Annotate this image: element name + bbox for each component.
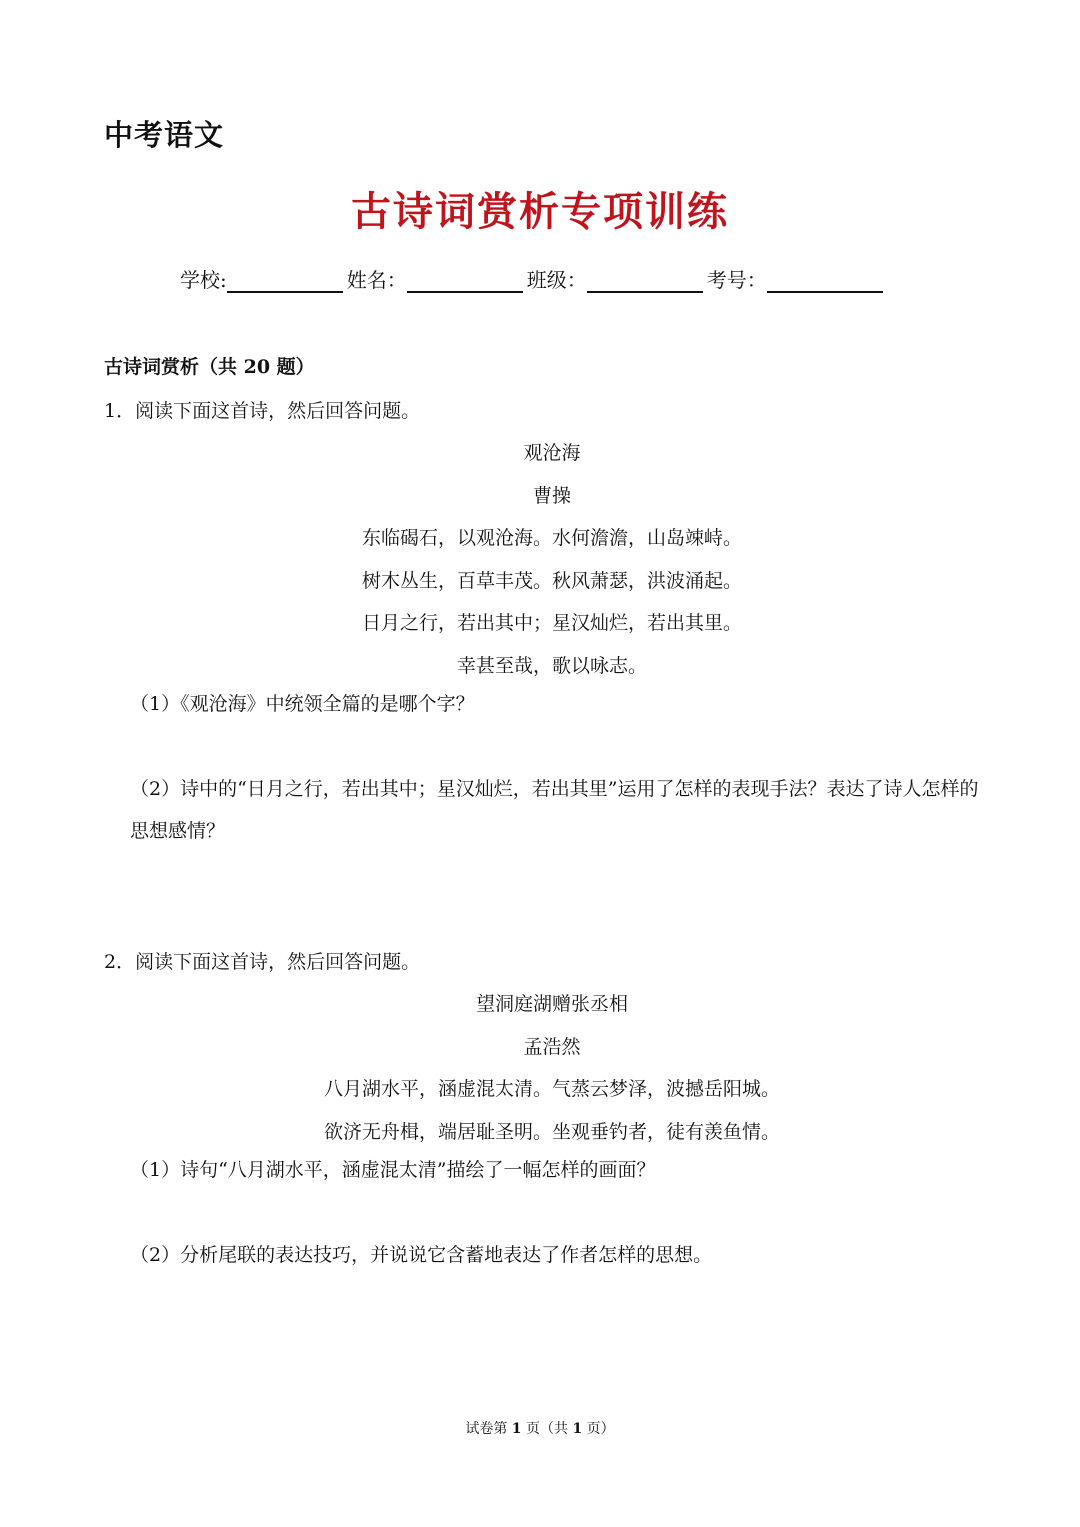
footer-suffix: 页） bbox=[586, 1421, 615, 1437]
poem-1-title: 观沧海 bbox=[523, 442, 581, 464]
footer-page-number: 1 bbox=[511, 1421, 522, 1437]
question-1-sub-2: （2）诗中的“日月之行，若出其中；星汉灿烂，若出其里”运用了怎样的表现手法？表达了诗人怎样的思想感情？ bbox=[130, 778, 979, 842]
school-field bbox=[180, 264, 347, 293]
question-2-sub-2: （2）分析尾联的表达技巧，并说说它含蓄地表达了作者怎样的思想。 bbox=[130, 1244, 713, 1266]
question-2-sub-1: （1）诗句“八月湖水平，涵虚混太清”描绘了一幅怎样的画面？ bbox=[130, 1159, 656, 1181]
question-1-stem: 1．阅读下面这首诗，然后回答问题。 bbox=[104, 400, 421, 422]
exam-title: 古诗词赏析专项训练 bbox=[351, 188, 729, 235]
number-label: 考号： bbox=[706, 268, 767, 292]
name-blank bbox=[407, 269, 523, 293]
class-label: 班级： bbox=[526, 268, 587, 292]
class-blank bbox=[587, 269, 703, 293]
name-label: 姓名： bbox=[346, 268, 407, 292]
poem-2-line: 欲济无舟楫，端居耻圣明。坐观垂钓者，徒有羡鱼情。 bbox=[323, 1121, 780, 1143]
poem-1-line: 树木丛生，百草丰茂。秋风萧瑟，洪波涌起。 bbox=[361, 570, 742, 592]
poem-1-line: 日月之行，若出其中；星汉灿烂，若出其里。 bbox=[361, 612, 742, 634]
student-info-line bbox=[180, 264, 887, 293]
school-blank bbox=[227, 269, 343, 293]
page-footer bbox=[0, 1418, 1080, 1438]
poem-1-line: 幸甚至哉，歌以咏志。 bbox=[456, 655, 647, 677]
footer-prefix: 试卷第 bbox=[465, 1421, 508, 1437]
poem-1-line: 东临碣石，以观沧海。水何澹澹，山岛竦峙。 bbox=[361, 527, 742, 549]
school-label: 学校: bbox=[180, 268, 227, 292]
poem-2-title: 望洞庭湖赠张丞相 bbox=[475, 993, 628, 1015]
section-title: 古诗词赏析（共 20 题） bbox=[104, 356, 315, 378]
footer-total-pages: 1 bbox=[572, 1421, 583, 1437]
poem-2-author: 孟浩然 bbox=[523, 1036, 581, 1058]
poem-2-line: 八月湖水平，涵虚混太清。气蒸云梦泽，波撼岳阳城。 bbox=[323, 1078, 780, 1100]
name-field bbox=[347, 264, 527, 293]
number-blank bbox=[767, 269, 883, 293]
class-field bbox=[527, 264, 707, 293]
question-2-stem: 2．阅读下面这首诗，然后回答问题。 bbox=[104, 951, 421, 973]
poem-1-author: 曹操 bbox=[532, 485, 571, 507]
footer-middle: 页（共 bbox=[526, 1421, 568, 1437]
exam-subject: 中考语文 bbox=[104, 118, 225, 152]
question-1-sub-1: （1）《观沧海》中统领全篇的是哪个字？ bbox=[130, 693, 475, 715]
number-field bbox=[707, 264, 887, 293]
